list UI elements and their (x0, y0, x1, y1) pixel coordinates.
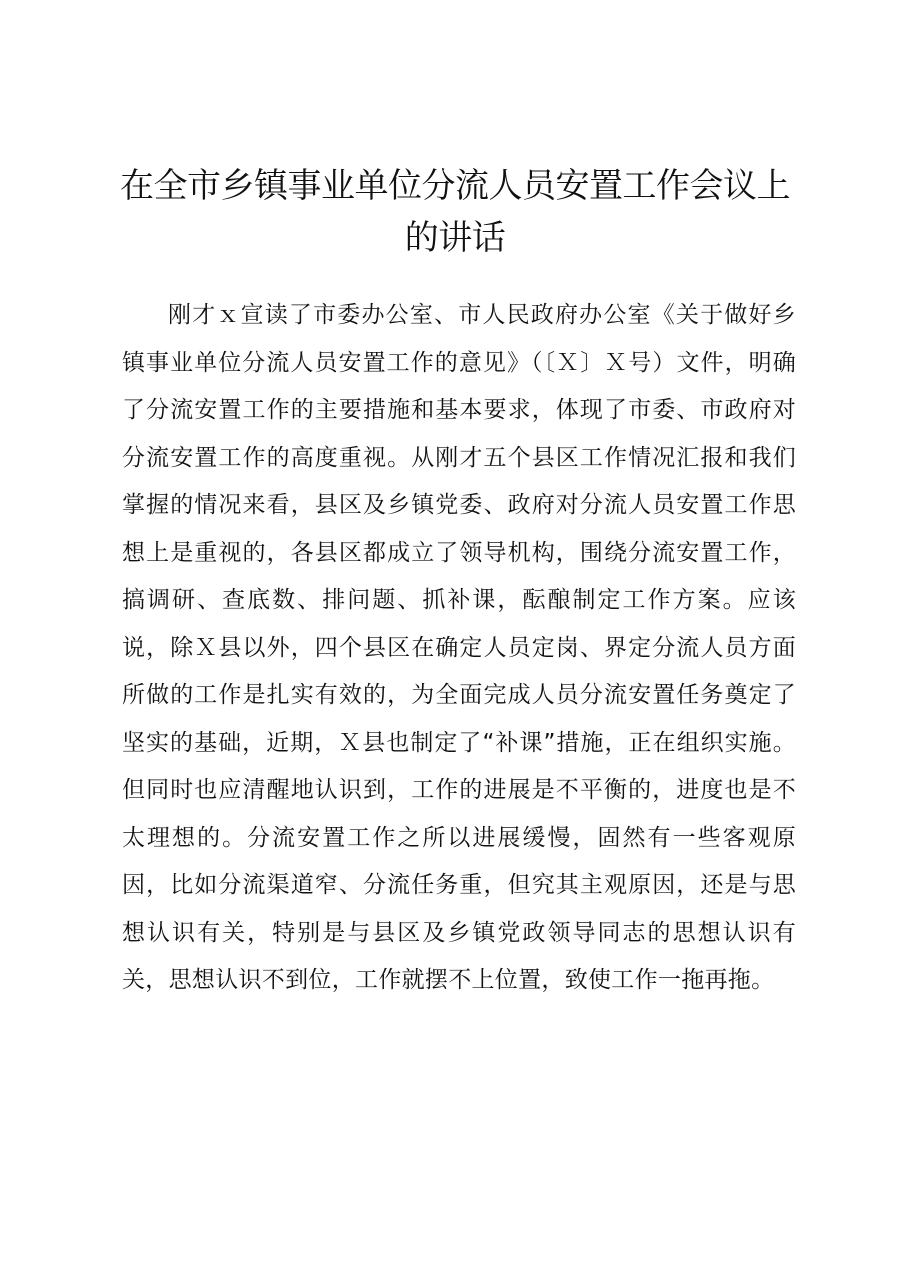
document-title: 在全市乡镇事业单位分流人员安置工作会议上的讲话 (120, 166, 790, 258)
body-paragraph: 刚才ｘ宣读了市委办公室、市人民政府办公室《关于做好乡镇事业单位分流人员安置工作的意见》（〔Ｘ〕Ｘ号）文件，明确了分流安置工作的主要措施和基本要求，体现了市委、市政府对分流安置工作的高度重视。从刚才五个县区工作情况汇报和我们掌握的情况来看，县区及乡镇党委、政府对分流人员安置工作思想上是重视的，各县区都成立了领导机构，围绕分流安置工作，搞调研、查底数、排问题、抓补课，酝酿制定工作方案。应该说，除Ｘ县以外，四个县区在确定人员定岗、界定分流人员方面所做的工作是扎实有效的，为全面完成人员分流安置任务奠定了坚实的基础，近期，Ｘ县也制定了“补课”措施，正在组织实施。但同时也应清醒地认识到，工作的进展是不平衡的，进度也是不太理想的。分流安置工作之所以进展缓慢，固然有一些客观原因，比如分流渠道窄、分流任务重，但究其主观原因，还是与思想认识有关，特别是与县区及乡镇党政领导同志的思想认识有关，思想认识不到位，工作就摆不上位置，致使工作一拖再拖。 (122, 302, 796, 993)
